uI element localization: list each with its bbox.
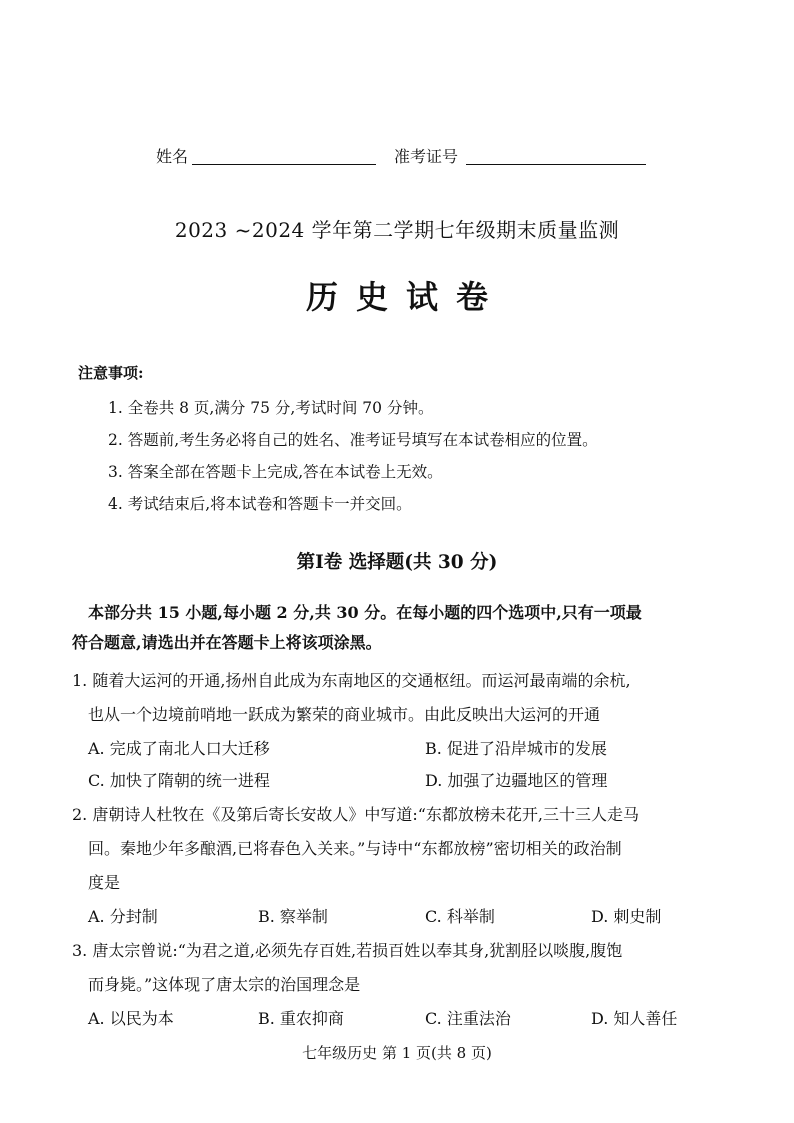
section-intro-line: 符合题意,请选出并在答题卡上将该项涂黑。 — [72, 633, 382, 652]
exam-id-blank — [466, 164, 646, 165]
note-item: 3. 答案全部在答题卡上完成,答在本试卷上无效。 — [108, 463, 443, 481]
question-2-line: 回。秦地少年多酿酒,已将春色入关来。”与诗中“东都放榜”密切相关的政治制 — [88, 839, 622, 858]
question-1-option-a: A. 完成了南北人口大迁移 — [88, 739, 270, 758]
question-2-line: 2. 唐朝诗人杜牧在《及第后寄长安故人》中写道:“东都放榜未花开,三十三人走马 — [72, 805, 640, 824]
exam-id-label: 准考证号 — [394, 147, 459, 166]
question-2-line: 度是 — [88, 873, 121, 892]
question-3-option-d: D. 知人善任 — [591, 1009, 678, 1028]
question-3-line: 而身毙。”这体现了唐太宗的治国理念是 — [88, 975, 361, 994]
question-3-option-a: A. 以民为本 — [88, 1009, 174, 1028]
candidate-info-line — [156, 144, 656, 170]
section-title: 第Ⅰ卷 选择题(共 30 分) — [296, 552, 498, 573]
note-item: 1. 全卷共 8 页,满分 75 分,考试时间 70 分钟。 — [108, 399, 434, 417]
note-item: 4. 考试结束后,将本试卷和答题卡一并交回。 — [108, 495, 412, 513]
question-2-option-a: A. 分封制 — [88, 907, 158, 926]
question-3-line: 3. 唐太宗曾说:“为君之道,必须先存百姓,若损百姓以奉其身,犹割胫以啖腹,腹饱 — [72, 941, 623, 960]
question-1-line: 1. 随着大运河的开通,扬州自此成为东南地区的交通枢纽。而运河最南端的余杭, — [72, 671, 631, 690]
question-1-line: 也从一个边境前哨地一跃成为繁荣的商业城市。由此反映出大运河的开通 — [88, 705, 601, 724]
question-1-option-b: B. 促进了沿岸城市的发展 — [425, 739, 607, 758]
section-intro-line: 本部分共 15 小题,每小题 2 分,共 30 分。在每小题的四个选项中,只有一项最 — [88, 603, 642, 622]
question-3-option-c: C. 注重法治 — [425, 1009, 511, 1028]
exam-title: 2023 ~2024 学年第二学期七年级期末质量监测 — [174, 218, 620, 242]
question-1-option-d: D. 加强了边疆地区的管理 — [425, 771, 608, 790]
question-2-option-b: B. 察举制 — [258, 907, 328, 926]
name-blank — [192, 164, 376, 165]
notes-heading: 注意事项: — [78, 364, 144, 382]
note-item: 2. 答题前,考生务必将自己的姓名、准考证号填写在本试卷相应的位置。 — [108, 431, 598, 449]
page-footer: 七年级历史 第 1 页(共 8 页) — [302, 1044, 492, 1062]
name-label: 姓名 — [156, 147, 189, 166]
question-1-option-c: C. 加快了隋朝的统一进程 — [88, 771, 270, 790]
question-2-option-c: C. 科举制 — [425, 907, 495, 926]
question-2-option-d: D. 刺史制 — [591, 907, 662, 926]
question-3-option-b: B. 重农抑商 — [258, 1009, 344, 1028]
subject-title: 历史试卷 — [305, 278, 506, 316]
